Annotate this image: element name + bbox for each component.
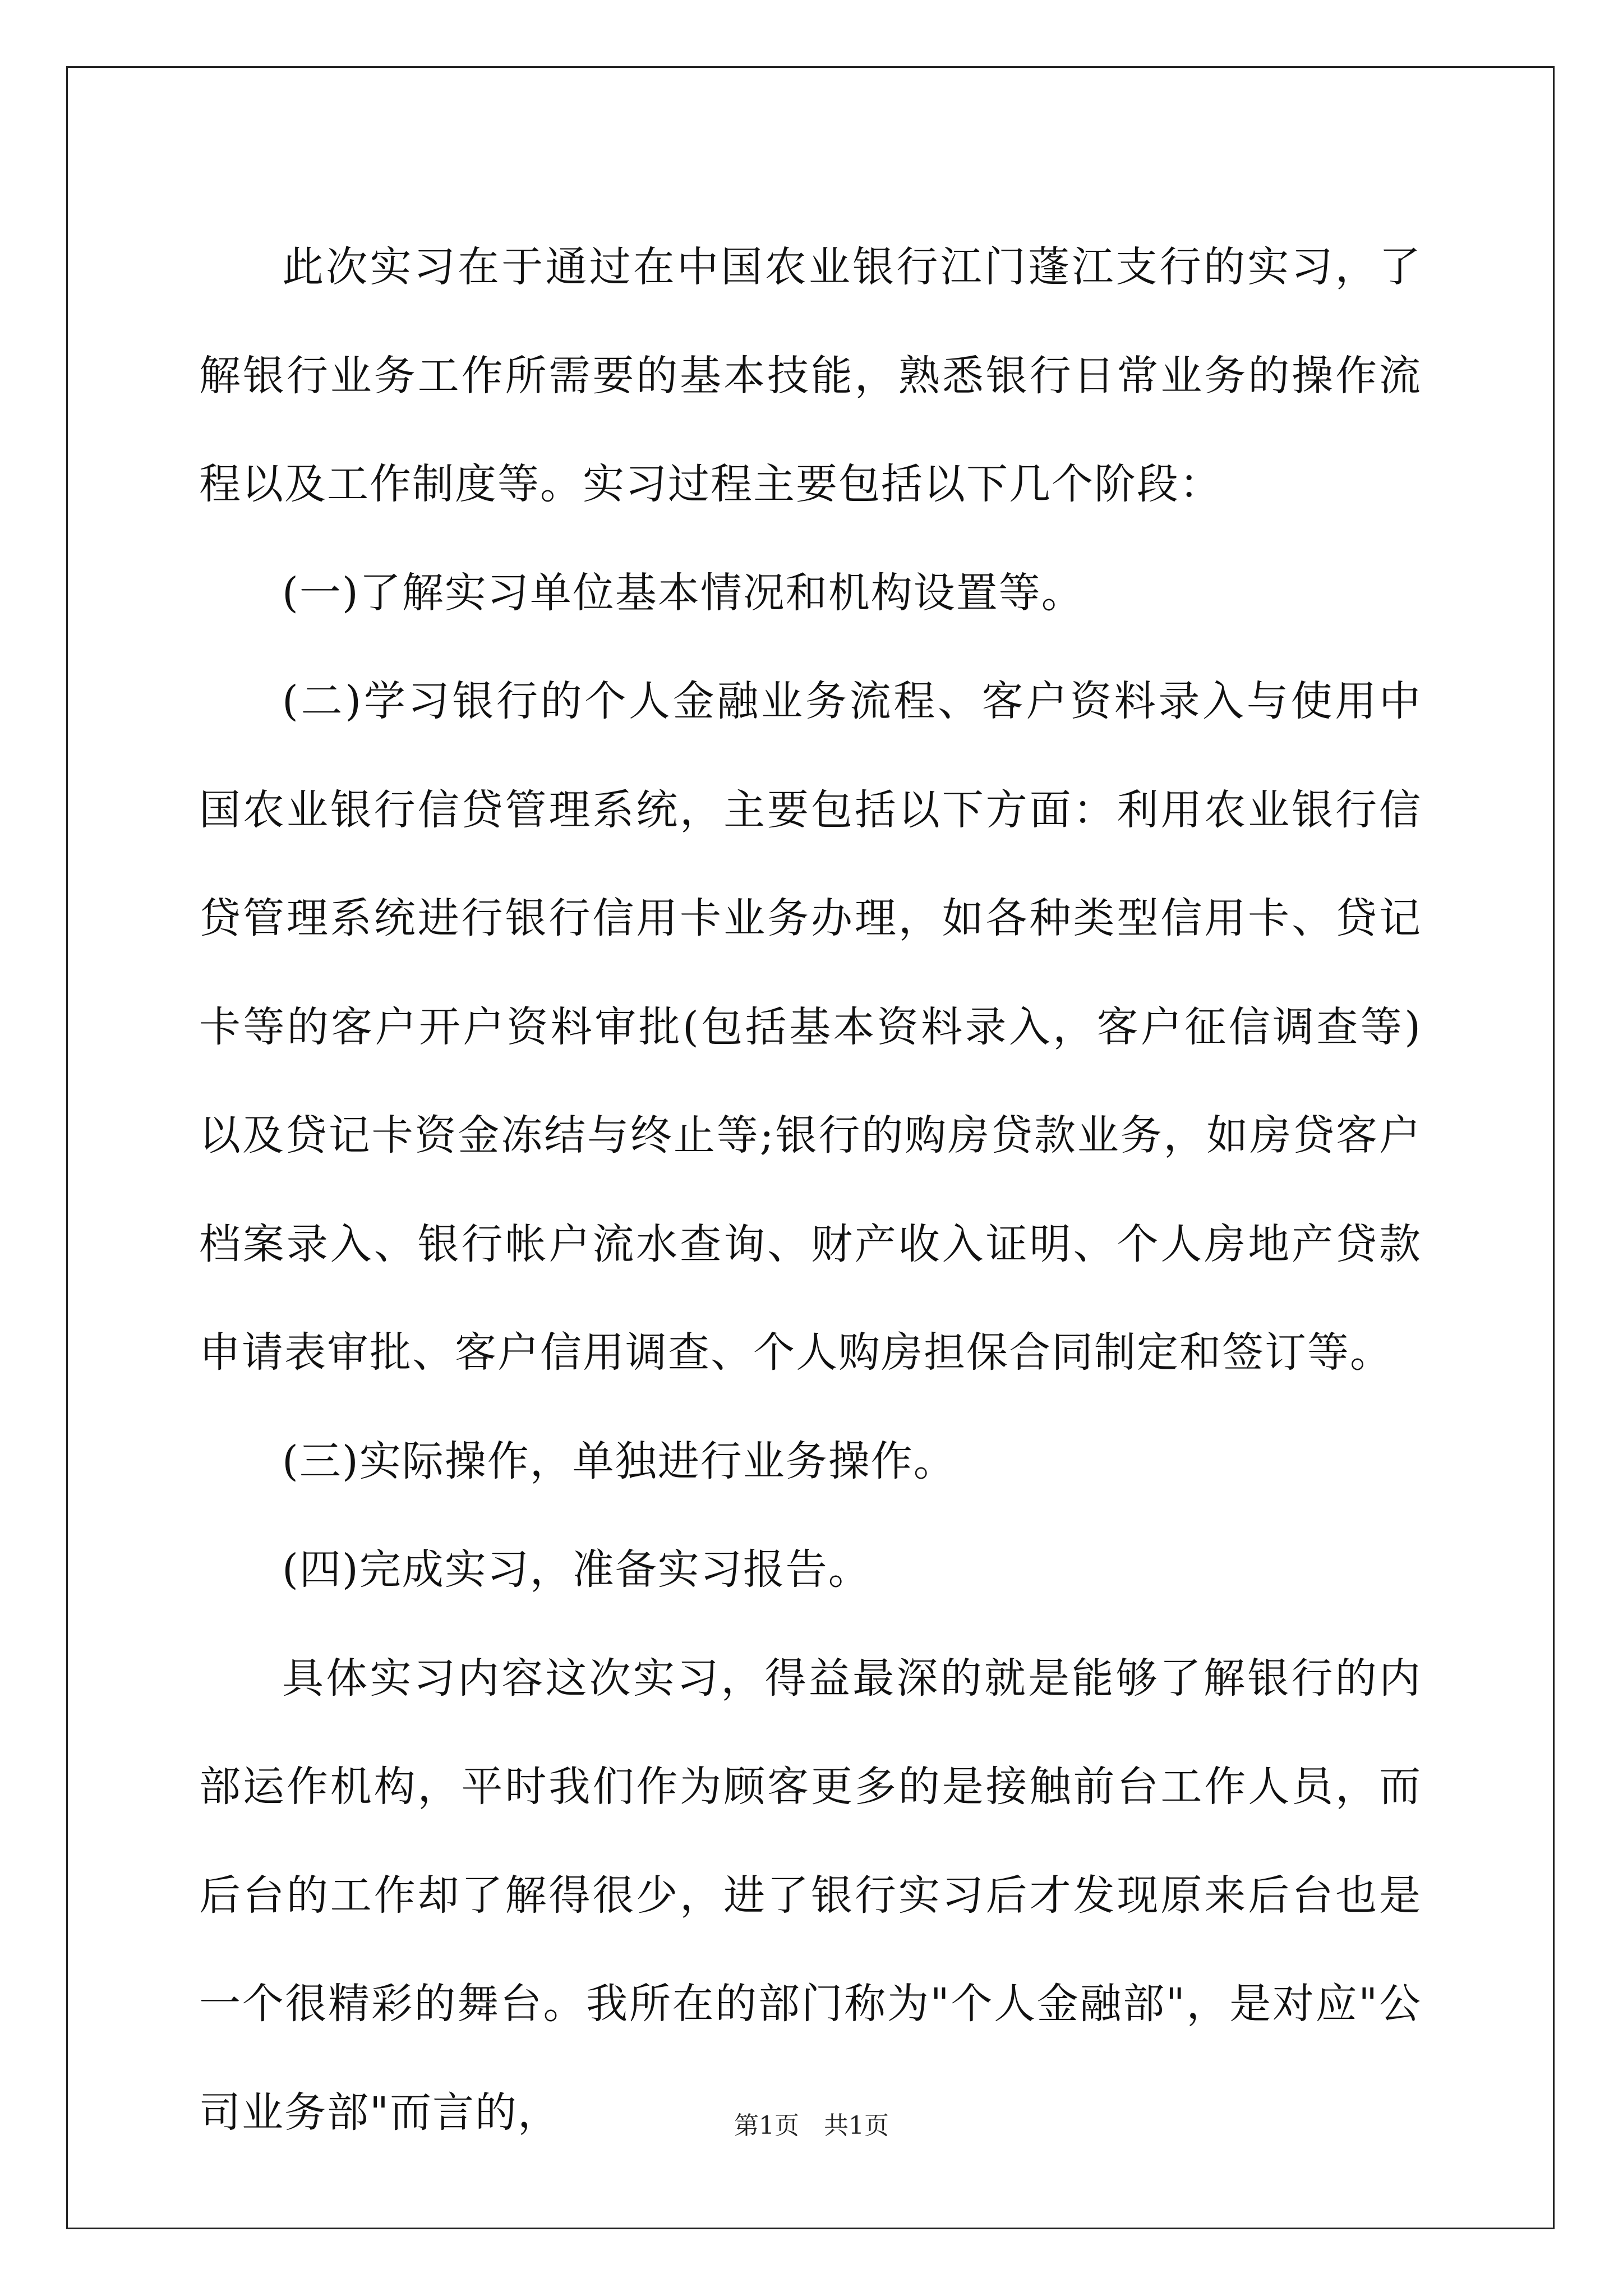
paragraph-stage-2: (二)学习银行的个人金融业务流程、客户资料录入与使用中国农业银行信贷管理系统，主要包括以下方面：利用农业银行信贷管理系统进行银行信用卡业务办理，如各种类型信用卡、贷记卡等的客户开户资料审批(包括基本资料录入，客户征信调查等)以及贷记卡资金冻结与终止等;银行的购房贷款业务，如房贷客户档案录入、银行帐户流水查询、财产收入证明、个人房地产贷款申请表审批、客户信用调查、个人购房担保合同制定和签订等。 xyxy=(199,677,1422,1377)
paragraph-intro: 此次实习在于通过在中国农业银行江门蓬江支行的实习，了解银行业务工作所需要的基本技能，熟悉银行日常业务的操作流程以及工作制度等。实习过程主要包括以下几个阶段： xyxy=(199,243,1422,508)
paragraph-content: 具体实习内容这次实习，得益最深的就是能够了解银行的内部运作机构，平时我们作为顾客更多的是接触前台工作人员，而后台的工作却了解得很少，进了银行实习后才发现原来后台也是一个很精彩的舞台。我所在的部门称为"个人金融部"，是对应"公司业务部"而言的， xyxy=(199,1654,1422,2137)
paragraph-stage-3: (三)实际操作，单独进行业务操作。 xyxy=(282,1437,956,1485)
document-body xyxy=(199,213,1422,2167)
paragraph-stage-4: (四)完成实习，准备实习报告。 xyxy=(282,1545,871,1594)
paragraph-stage-1: (一)了解实习单位基本情况和机构设置等。 xyxy=(282,568,1084,617)
page-number-footer: 第1页 共1页 xyxy=(734,2111,889,2140)
